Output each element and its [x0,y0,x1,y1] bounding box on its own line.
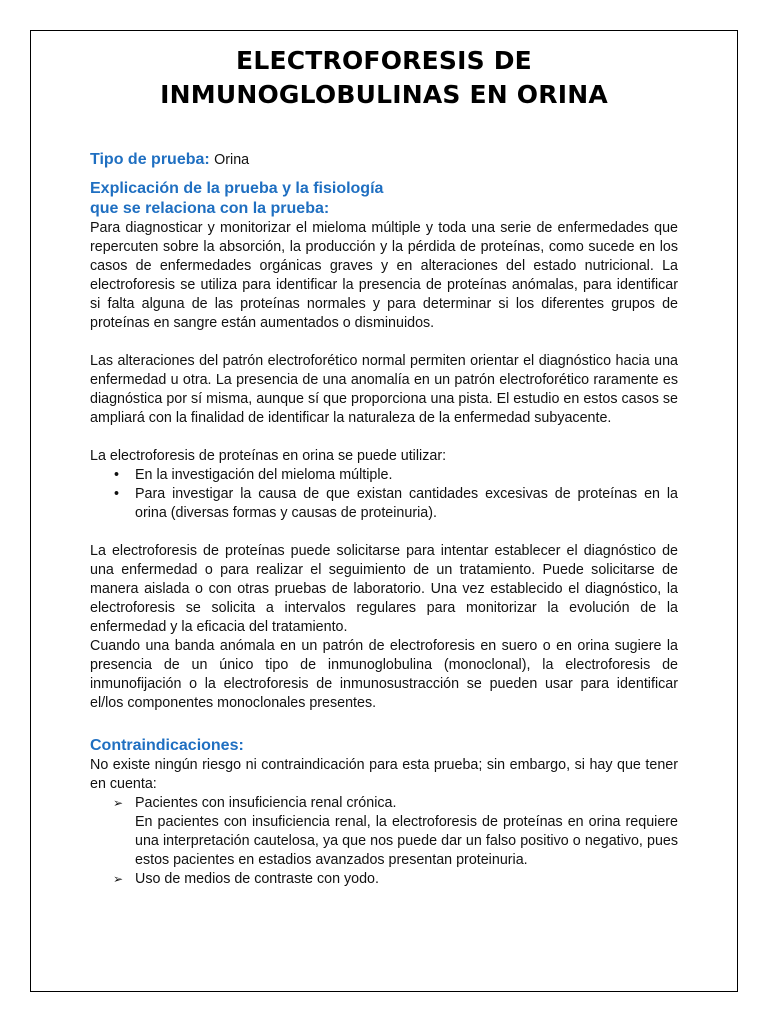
explanation-paragraph-4: La electroforesis de proteínas puede solicitarse para intentar establecer el diagnóstico de una enfermedad o para realizar el seguimiento de un tratamiento. Puede solicitarse de manera aislada o con otras pruebas de laboratorio. Una vez establecido el diagnóstico, la electroforesis se solicita a intervalos regulares para monitorizar la evolución de la enfermedad y la eficacia del tratamiento. [90,543,678,635]
page-title [0,44,768,112]
list-item [90,794,678,870]
uses-list [90,466,678,523]
explanation-heading-line-2: que se relaciona con la prueba: [90,200,330,217]
explanation-paragraph-1: Para diagnosticar y monitorizar el mieloma múltiple y toda una serie de enfermedades que repercuten sobre la absorción, la producción y la pérdida de proteínas, como sucede en los casos de enfermedades orgánicas graves y en alteraciones del estado nutricional. La electroforesis se utiliza para identificar la presencia de proteínas anómalas, para identificar si falta alguna de las proteínas normales y para determinar si los diferentes grupos de proteínas en sangre están aumentados o disminuidos. [90,220,678,331]
contraindications-list [90,794,678,889]
title-line-1: ELECTROFORESIS DE [236,46,532,75]
contraindications-intro: No existe ningún riesgo ni contraindicación para esta prueba; sin embargo, si hay que tener en cuenta: [90,757,678,792]
contraindication-detail: En pacientes con insuficiencia renal, la electroforesis de proteínas en orina requiere una interpretación cautelosa, ya que nos puede dar un falso positivo o negativo, pues estos pacientes en estadios avanzados presentan proteinuria. [135,814,678,868]
explanation-paragraph-2: Las alteraciones del patrón electroforético normal permiten orientar el diagnóstico hacia una enfermedad u otra. La presencia de una anomalía en un patrón electroforético raramente es diagnóstica por sí misma, aunque sí que proporciona una pista. El estudio en estos casos se ampliará con la finalidad de identificar la naturaleza de la enfermedad subyacente. [90,353,678,426]
arrow-bullet-icon: ➢ [113,872,124,886]
arrow-bullet-icon: ➢ [113,796,124,810]
contraindication-label: Uso de medios de contraste con yodo. [135,871,379,887]
bullet-icon: • [114,486,120,502]
list-item [90,485,678,523]
test-type-label: Tipo de prueba: [90,151,210,168]
contraindication-label: Pacientes con insuficiencia renal crónica. [135,795,397,811]
list-item-text: En la investigación del mieloma múltiple. [135,467,393,483]
test-type-value: Orina [214,152,250,168]
explanation-paragraph-5: Cuando una banda anómala en un patrón de electroforesis en suero o en orina sugiere la presencia de un único tipo de inmunoglobulina (monoclonal), la electroforesis de inmunofijación o la electroforesis de inmunosustracción se pueden usar para identificar el/los componentes monoclonales presentes. [90,638,678,711]
list-item [90,870,678,889]
bullet-icon: • [114,467,120,483]
test-type-row [90,150,678,170]
document-body [90,150,678,889]
list-item-text: Para investigar la causa de que existan cantidades excesivas de proteínas en la orina (diversas formas y causas de proteinuria). [135,486,678,521]
explanation-heading-line-1: Explicación de la prueba y la fisiología [90,180,384,197]
title-line-2: INMUNOGLOBULINAS EN ORINA [160,80,608,109]
contraindications-heading: Contraindicaciones: [90,737,244,754]
explanation-paragraph-3: La electroforesis de proteínas en orina se puede utilizar: [90,448,447,464]
list-item [90,466,678,485]
